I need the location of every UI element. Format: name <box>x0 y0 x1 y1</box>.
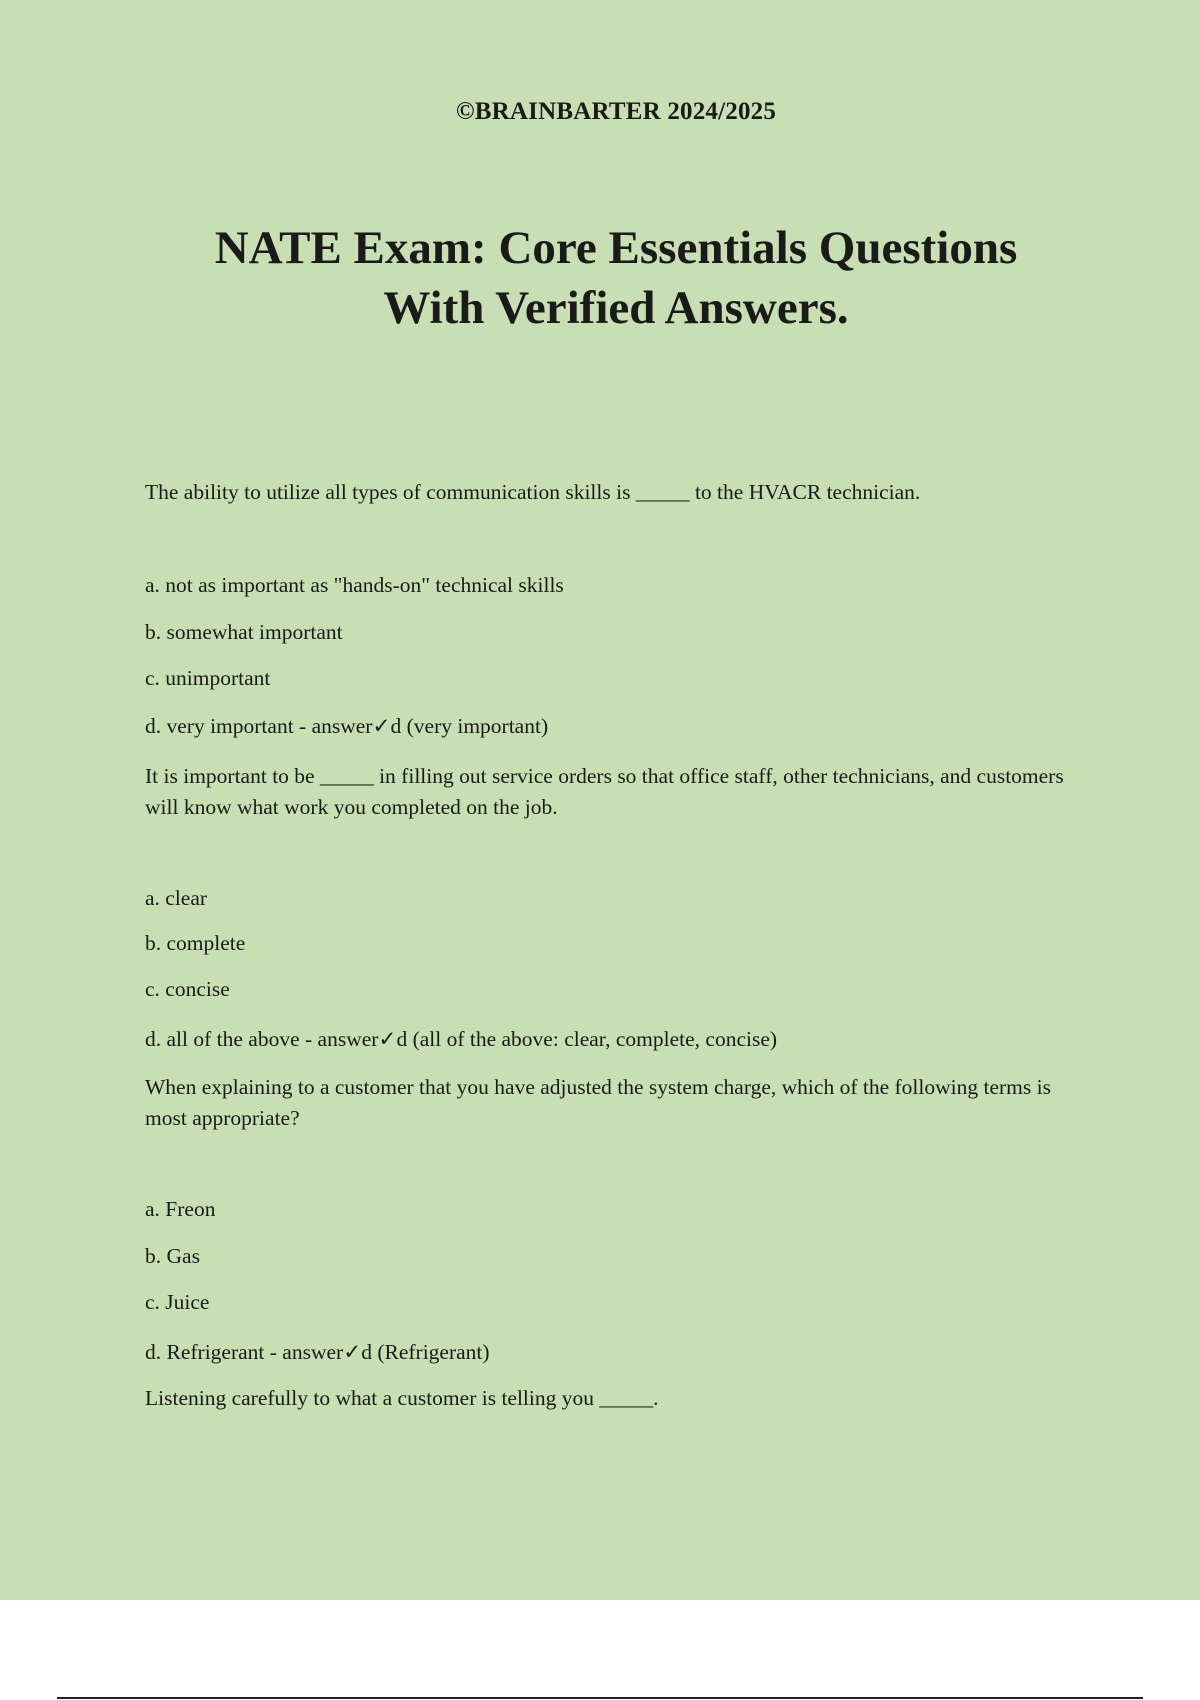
question-1-option-d-answer: d. very important - answer✓d (very important) <box>145 714 549 738</box>
question-3-option-a: a. Freon <box>145 1197 216 1221</box>
question-3-option-b: b. Gas <box>145 1244 200 1268</box>
question-2-option-a: a. clear <box>145 886 208 910</box>
question-3-option-d-answer: d. Refrigerant - answer✓d (Refrigerant) <box>145 1340 490 1364</box>
question-1-option-c: c. unimportant <box>145 666 271 690</box>
footer-divider <box>57 1697 1143 1699</box>
question-3-option-c: c. Juice <box>145 1290 210 1314</box>
question-3-prompt: When explaining to a customer that you have adjusted the system charge, which of the following terms is most appropriate? <box>145 1075 1051 1130</box>
question-1-option-a: a. not as important as "hands-on" technical skills <box>145 573 564 597</box>
question-2-option-c: c. concise <box>145 977 230 1001</box>
question-1-prompt: The ability to utilize all types of communication skills is _____ to the HVACR technician. <box>145 480 921 504</box>
copyright-header: ©BRAINBARTER 2024/2025 <box>455 98 777 125</box>
question-2-option-b: b. complete <box>145 931 246 955</box>
question-2-option-d-answer: d. all of the above - answer✓d (all of the above: clear, complete, concise) <box>145 1027 778 1051</box>
title-line-2: With Verified Answers. <box>383 282 849 334</box>
question-4-prompt: Listening carefully to what a customer is telling you _____. <box>145 1386 659 1410</box>
page-title <box>0 218 1200 338</box>
title-line-1: NATE Exam: Core Essentials Questions <box>214 222 1018 274</box>
question-1-option-b: b. somewhat important <box>145 620 343 644</box>
question-2-prompt: It is important to be _____ in filling out service orders so that office staff, other technicians, and customers will know what work you completed on the job. <box>145 764 1064 819</box>
